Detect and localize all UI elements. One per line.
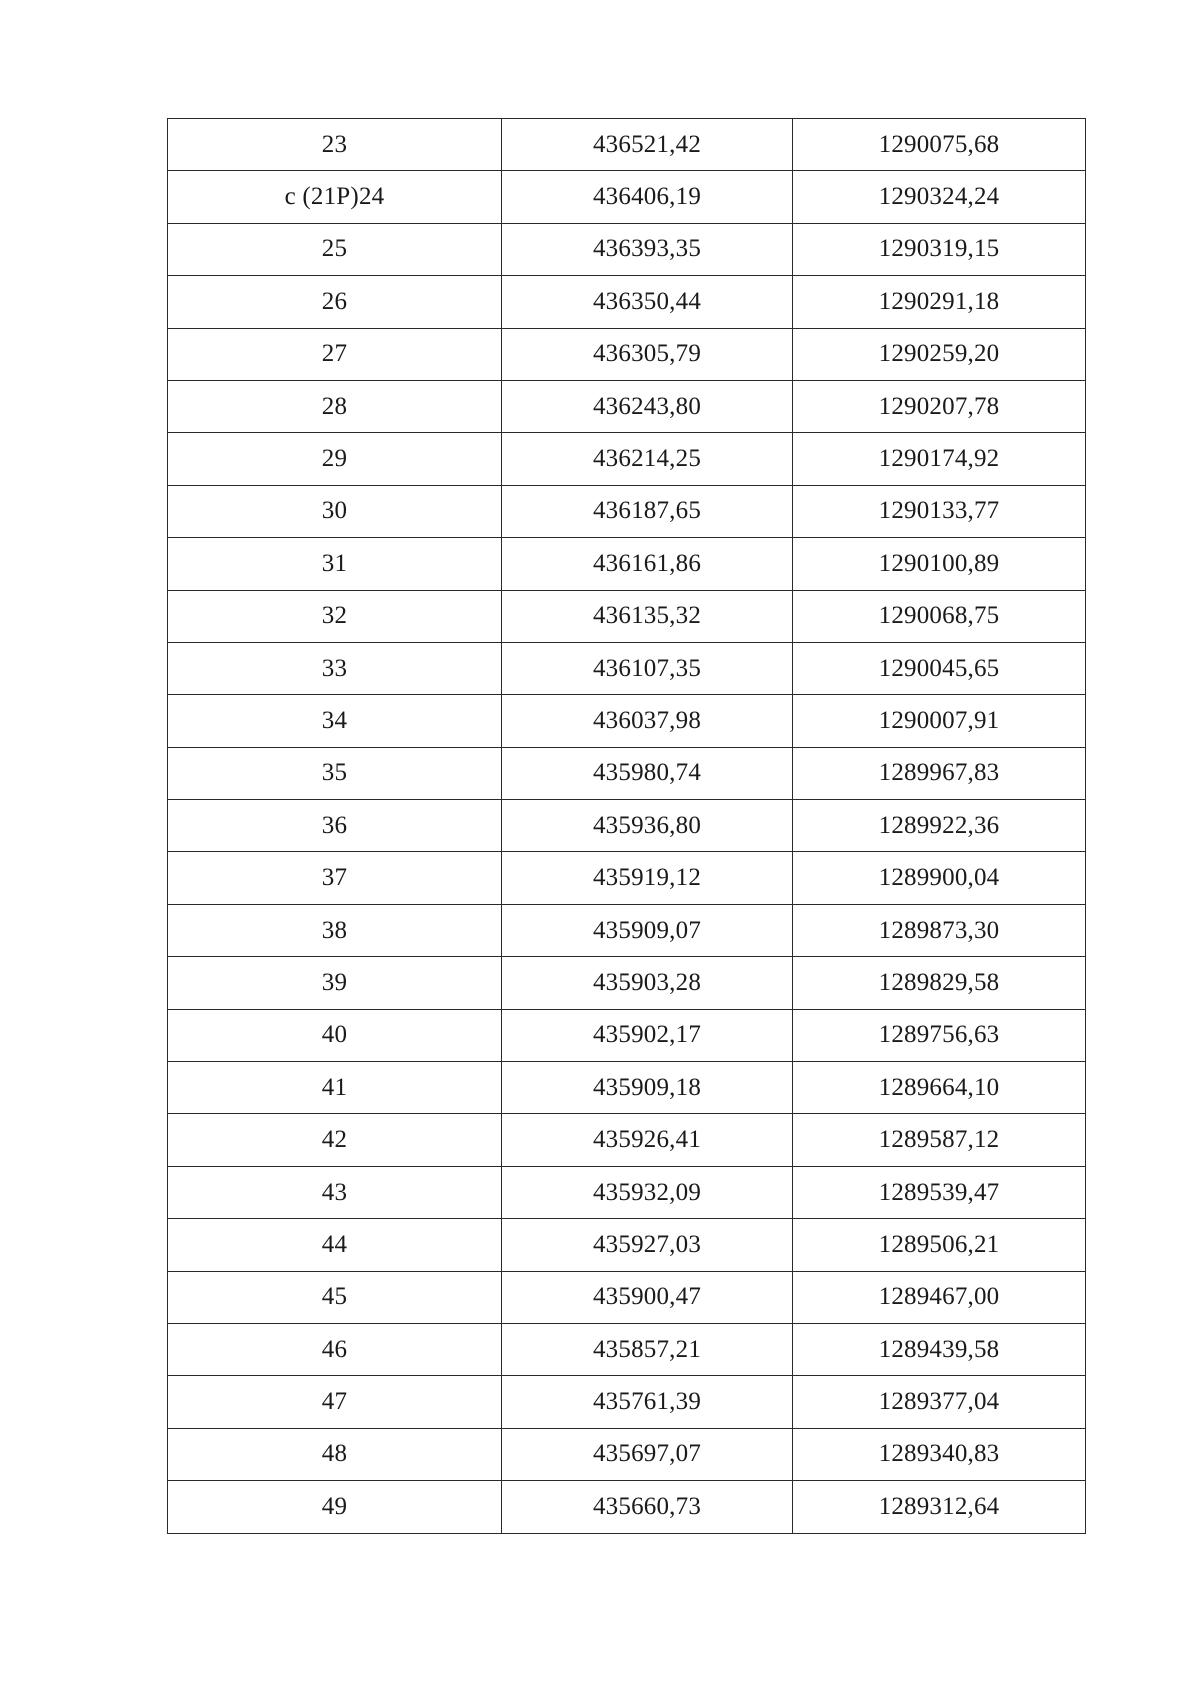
y-coordinate-cell: 1290291,18 xyxy=(793,276,1086,328)
table-row xyxy=(168,1428,1086,1480)
y-coordinate-cell: 1289664,10 xyxy=(793,1062,1086,1114)
point-number-cell: 30 xyxy=(168,485,502,537)
x-coordinate-cell: 435932,09 xyxy=(502,1166,793,1218)
point-number-cell: 33 xyxy=(168,642,502,694)
x-coordinate-cell: 435926,41 xyxy=(502,1114,793,1166)
x-coordinate-cell: 435761,39 xyxy=(502,1376,793,1428)
table-row xyxy=(168,1062,1086,1114)
x-coordinate-cell: 435909,18 xyxy=(502,1062,793,1114)
table-row xyxy=(168,171,1086,223)
point-number-cell: 38 xyxy=(168,904,502,956)
table-row xyxy=(168,1323,1086,1375)
table-row xyxy=(168,223,1086,275)
coordinates-table xyxy=(167,118,1086,1534)
y-coordinate-cell: 1289506,21 xyxy=(793,1219,1086,1271)
table-row xyxy=(168,800,1086,852)
table-row xyxy=(168,1376,1086,1428)
table-row xyxy=(168,695,1086,747)
point-number-cell: 32 xyxy=(168,590,502,642)
x-coordinate-cell: 436187,65 xyxy=(502,485,793,537)
coordinates-table-body xyxy=(168,119,1086,1534)
table-row xyxy=(168,538,1086,590)
y-coordinate-cell: 1289922,36 xyxy=(793,800,1086,852)
y-coordinate-cell: 1290324,24 xyxy=(793,171,1086,223)
point-number-cell: 34 xyxy=(168,695,502,747)
point-number-cell: 27 xyxy=(168,328,502,380)
y-coordinate-cell: 1289587,12 xyxy=(793,1114,1086,1166)
x-coordinate-cell: 435936,80 xyxy=(502,800,793,852)
point-number-cell: 42 xyxy=(168,1114,502,1166)
point-number-cell: 35 xyxy=(168,747,502,799)
table-row xyxy=(168,1166,1086,1218)
x-coordinate-cell: 435900,47 xyxy=(502,1271,793,1323)
y-coordinate-cell: 1289467,00 xyxy=(793,1271,1086,1323)
y-coordinate-cell: 1290068,75 xyxy=(793,590,1086,642)
document-page xyxy=(167,118,1085,1534)
table-row xyxy=(168,1271,1086,1323)
table-row xyxy=(168,485,1086,537)
x-coordinate-cell: 435909,07 xyxy=(502,904,793,956)
table-row xyxy=(168,590,1086,642)
y-coordinate-cell: 1290045,65 xyxy=(793,642,1086,694)
table-row xyxy=(168,1009,1086,1061)
point-number-cell: 37 xyxy=(168,852,502,904)
table-row xyxy=(168,380,1086,432)
point-number-cell: 36 xyxy=(168,800,502,852)
point-number-cell: 49 xyxy=(168,1481,502,1533)
x-coordinate-cell: 435660,73 xyxy=(502,1481,793,1533)
x-coordinate-cell: 436161,86 xyxy=(502,538,793,590)
table-row xyxy=(168,852,1086,904)
table-row xyxy=(168,642,1086,694)
y-coordinate-cell: 1290100,89 xyxy=(793,538,1086,590)
y-coordinate-cell: 1290259,20 xyxy=(793,328,1086,380)
y-coordinate-cell: 1289873,30 xyxy=(793,904,1086,956)
x-coordinate-cell: 435903,28 xyxy=(502,957,793,1009)
table-row xyxy=(168,433,1086,485)
x-coordinate-cell: 436305,79 xyxy=(502,328,793,380)
x-coordinate-cell: 435927,03 xyxy=(502,1219,793,1271)
x-coordinate-cell: 436243,80 xyxy=(502,380,793,432)
y-coordinate-cell: 1289439,58 xyxy=(793,1323,1086,1375)
x-coordinate-cell: 436214,25 xyxy=(502,433,793,485)
point-number-cell: 45 xyxy=(168,1271,502,1323)
x-coordinate-cell: 435857,21 xyxy=(502,1323,793,1375)
x-coordinate-cell: 436393,35 xyxy=(502,223,793,275)
point-number-cell: 48 xyxy=(168,1428,502,1480)
point-number-cell: 46 xyxy=(168,1323,502,1375)
y-coordinate-cell: 1290075,68 xyxy=(793,119,1086,171)
y-coordinate-cell: 1290174,92 xyxy=(793,433,1086,485)
point-number-cell: 47 xyxy=(168,1376,502,1428)
table-row xyxy=(168,119,1086,171)
point-number-cell: 40 xyxy=(168,1009,502,1061)
x-coordinate-cell: 435919,12 xyxy=(502,852,793,904)
y-coordinate-cell: 1290007,91 xyxy=(793,695,1086,747)
y-coordinate-cell: 1289900,04 xyxy=(793,852,1086,904)
point-number-cell: 29 xyxy=(168,433,502,485)
point-number-cell: с (21Р)24 xyxy=(168,171,502,223)
table-row xyxy=(168,1219,1086,1271)
table-row xyxy=(168,1481,1086,1533)
y-coordinate-cell: 1289539,47 xyxy=(793,1166,1086,1218)
table-row xyxy=(168,276,1086,328)
x-coordinate-cell: 435902,17 xyxy=(502,1009,793,1061)
point-number-cell: 41 xyxy=(168,1062,502,1114)
table-row xyxy=(168,957,1086,1009)
table-row xyxy=(168,747,1086,799)
point-number-cell: 26 xyxy=(168,276,502,328)
y-coordinate-cell: 1289312,64 xyxy=(793,1481,1086,1533)
y-coordinate-cell: 1289829,58 xyxy=(793,957,1086,1009)
point-number-cell: 25 xyxy=(168,223,502,275)
table-row xyxy=(168,904,1086,956)
x-coordinate-cell: 436037,98 xyxy=(502,695,793,747)
x-coordinate-cell: 436107,35 xyxy=(502,642,793,694)
x-coordinate-cell: 436521,42 xyxy=(502,119,793,171)
point-number-cell: 31 xyxy=(168,538,502,590)
point-number-cell: 23 xyxy=(168,119,502,171)
y-coordinate-cell: 1290133,77 xyxy=(793,485,1086,537)
x-coordinate-cell: 436406,19 xyxy=(502,171,793,223)
y-coordinate-cell: 1289377,04 xyxy=(793,1376,1086,1428)
table-row xyxy=(168,1114,1086,1166)
point-number-cell: 44 xyxy=(168,1219,502,1271)
table-row xyxy=(168,328,1086,380)
x-coordinate-cell: 436135,32 xyxy=(502,590,793,642)
x-coordinate-cell: 435980,74 xyxy=(502,747,793,799)
point-number-cell: 39 xyxy=(168,957,502,1009)
y-coordinate-cell: 1290319,15 xyxy=(793,223,1086,275)
point-number-cell: 43 xyxy=(168,1166,502,1218)
y-coordinate-cell: 1289340,83 xyxy=(793,1428,1086,1480)
y-coordinate-cell: 1289967,83 xyxy=(793,747,1086,799)
y-coordinate-cell: 1289756,63 xyxy=(793,1009,1086,1061)
y-coordinate-cell: 1290207,78 xyxy=(793,380,1086,432)
point-number-cell: 28 xyxy=(168,380,502,432)
x-coordinate-cell: 435697,07 xyxy=(502,1428,793,1480)
x-coordinate-cell: 436350,44 xyxy=(502,276,793,328)
